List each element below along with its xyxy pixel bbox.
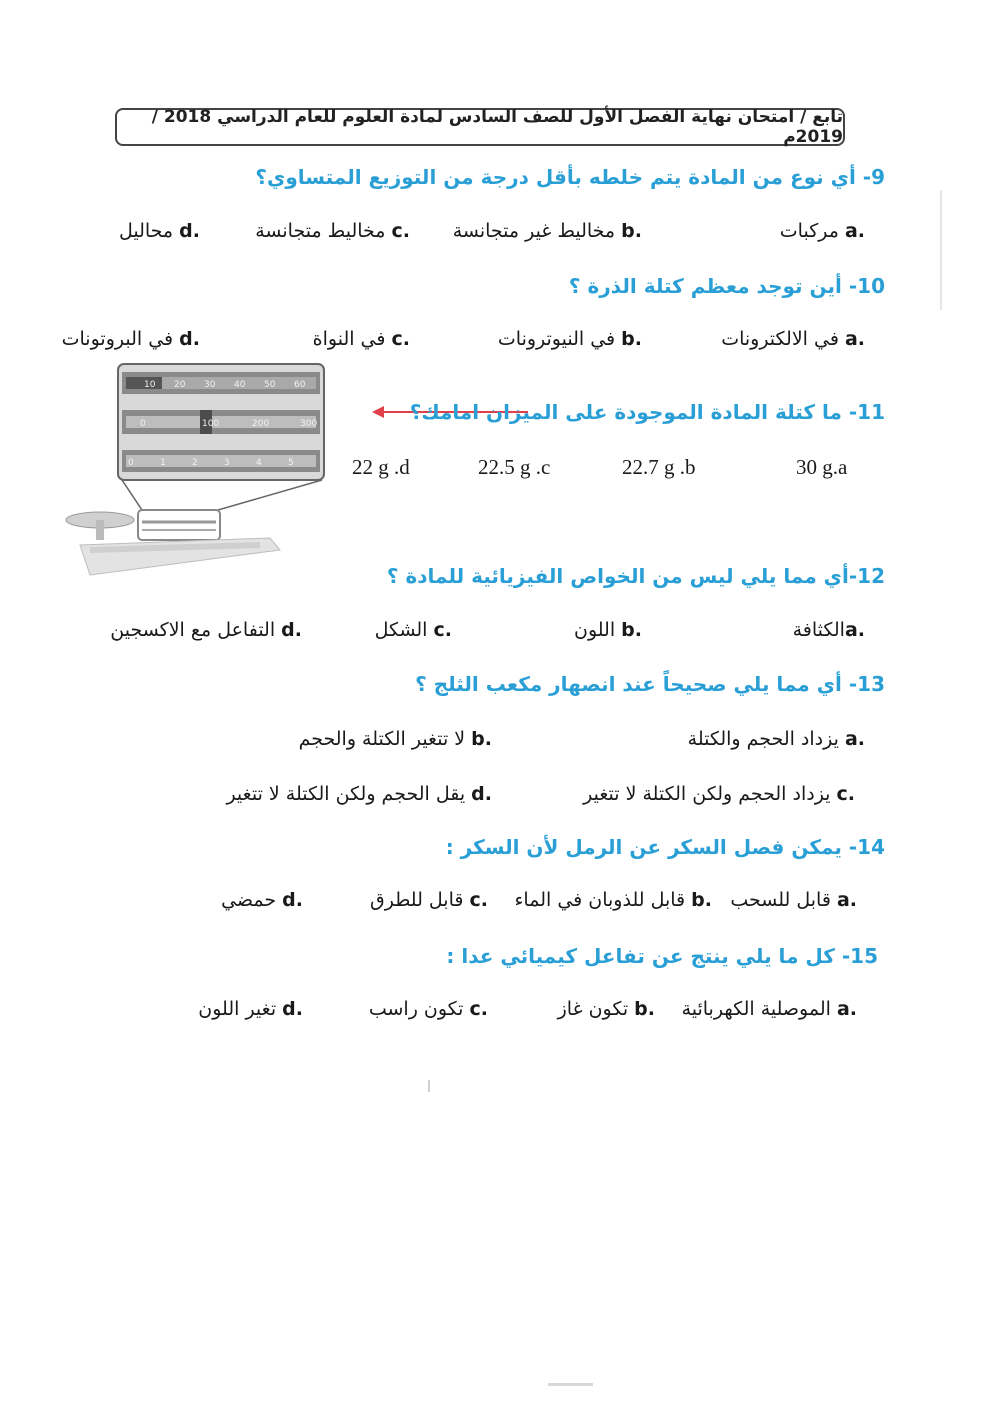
beam1-label: 10 [144,380,156,390]
q15-option-b[interactable]: b. تكون غاز [557,998,655,1020]
q9-option-d[interactable]: d. محاليل [118,220,200,242]
q13-option-c[interactable]: c. يزداد الحجم ولكن الكتلة لا تتغير [583,783,855,805]
q9-option-b[interactable]: b. مخاليط غير متجانسة [452,220,642,242]
beam3-label: 1 [160,458,166,468]
q15-option-c[interactable]: c. تكون راسب [368,998,488,1020]
beam3-label: 0 [128,458,134,468]
q9-option-a[interactable]: a. مركبات [779,220,865,242]
q14-option-b[interactable]: b. قابل للذوبان في الماء [514,889,712,911]
q11-option-d[interactable]: 22 g .d [352,455,410,479]
q11-option-c[interactable]: 22.5 g .c [478,455,551,479]
beam1-label: 50 [264,380,276,390]
q9-option-c[interactable]: c. مخاليط متجانسة [255,220,410,242]
exam-header-text: تابع / امتحان نهاية الفصل الأول للصف السادس لمادة العلوم للعام الدراسي 2018 / 2019م [151,107,843,147]
q10-option-b[interactable]: b. في النيوترونات [497,328,642,350]
q11-option-a[interactable]: 30 g.a [796,455,848,479]
question-9: 9- أي نوع من المادة يتم خلطه بأقل درجة من التوزيع المتساوي؟ [255,165,885,189]
q13-option-b[interactable]: b. لا تتغير الكتلة والحجم [298,728,492,750]
beam3-label: 3 [224,458,230,468]
q14-option-d[interactable]: d. حمضي [221,889,303,911]
q10-option-d[interactable]: d. في البروتونات [61,328,200,350]
q15-option-a[interactable]: a. الموصلية الكهربائية [681,998,857,1020]
balance-icon [60,350,360,585]
q14-option-a[interactable]: a. قابل للسحب [730,889,857,911]
question-14: 14- يمكن فصل السكر عن الرمل لأن السكر : [445,835,885,859]
beam1-label: 60 [294,380,306,390]
beam2-label: 200 [252,419,270,429]
beam2-label: 0 [140,419,146,429]
q12-option-c[interactable]: c. الشكل [374,619,452,641]
q12-option-a[interactable]: a.الكثافة [792,619,865,641]
beam2-label: 100 [202,419,220,429]
beam3-label: 2 [192,458,198,468]
beam3-label: 4 [256,458,262,468]
question-12: 12-أي مما يلي ليس من الخواص الفيزيائية للمادة ؟ [386,564,885,588]
beam2-label: 300 [300,419,318,429]
question-15: 15- كل ما يلي ينتج عن تفاعل كيميائي عدا : [446,944,878,968]
q14-option-c[interactable]: c. قابل للطرق [369,889,488,911]
beam1-label: 40 [234,380,246,390]
page-edge-shadow [940,190,942,310]
question-13: 13- أي مما يلي صحيحاً عند انصهار مكعب الثلج ؟ [415,672,885,696]
exam-header [115,108,845,146]
q13-option-a[interactable]: a. يزداد الحجم والكتلة [687,728,865,750]
q10-option-a[interactable]: a. في الالكترونات [721,328,865,350]
question-10: 10- أين توجد معظم كتلة الذرة ؟ [568,274,885,298]
q13-option-d[interactable]: d. يقل الحجم ولكن الكتلة لا تتغير [226,783,492,805]
q15-option-d[interactable]: d. تغير اللون [198,998,303,1020]
beam1-label: 30 [204,380,216,390]
q11-option-b[interactable]: 22.7 g .b [622,455,696,479]
q10-option-c[interactable]: c. في النواة [312,328,410,350]
question-11: 11- ما كتلة المادة الموجودة على الميزان امامك؟ [409,400,885,424]
beam3-label: 5 [288,458,294,468]
q12-option-d[interactable]: d. التفاعل مع الاكسجين [110,619,302,641]
scan-artifact [428,1080,430,1092]
scan-artifact [548,1383,593,1386]
triple-beam-balance-image [60,350,360,585]
q12-option-b[interactable]: b. اللون [573,619,642,641]
beam1-label: 20 [174,380,186,390]
